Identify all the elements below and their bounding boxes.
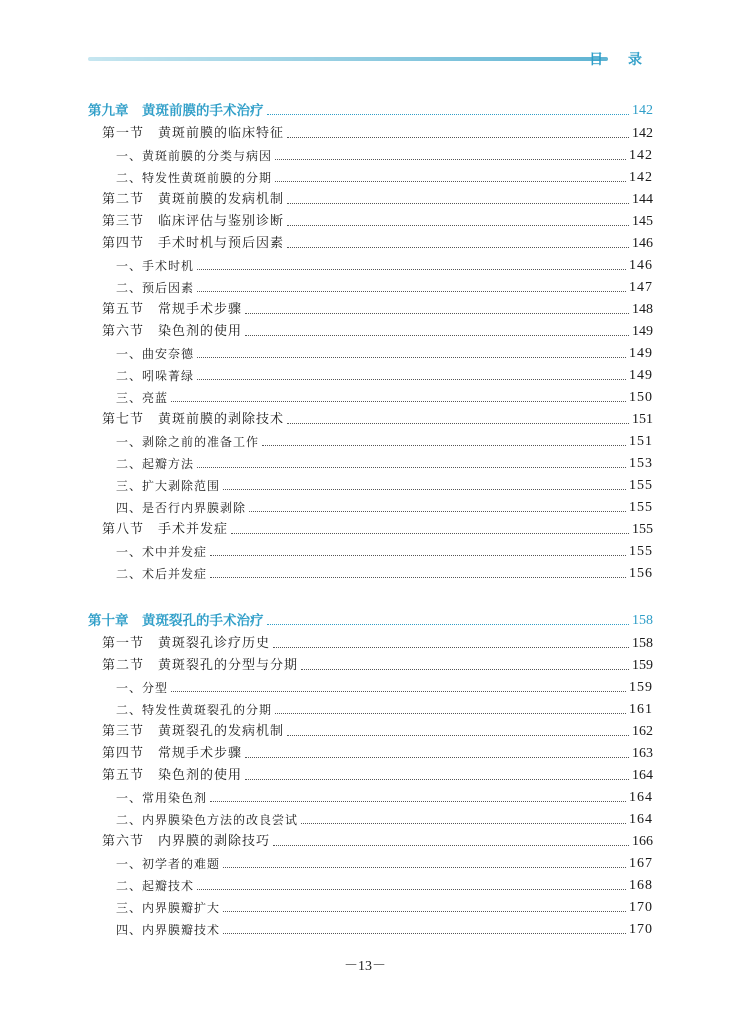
- toc-subsection[interactable]: [88, 384, 653, 406]
- dot-leader: [301, 823, 626, 824]
- toc-entry-page: 148: [632, 302, 653, 317]
- toc-entry-label: 二、术后并发症: [116, 567, 208, 581]
- toc-entry-label: 第六节 内界膜的剥除技巧: [102, 834, 271, 849]
- toc-section[interactable]: [88, 186, 653, 208]
- toc-entry-label: 第十章 黄斑裂孔的手术治疗: [88, 613, 264, 629]
- toc-entry-page: 146: [629, 258, 653, 273]
- dot-leader: [275, 181, 626, 182]
- toc-subsection[interactable]: [88, 142, 653, 164]
- toc-entry-label: 第六节 染色剂的使用: [102, 324, 243, 339]
- dot-leader: [287, 247, 629, 248]
- toc-subsection[interactable]: [88, 362, 653, 384]
- toc-entry-page: 170: [629, 900, 653, 915]
- dot-leader: [197, 889, 626, 890]
- toc-entry-page: 164: [629, 790, 653, 805]
- toc-subsection[interactable]: [88, 252, 653, 274]
- toc-entry-label: 二、特发性黄斑前膜的分期: [116, 171, 273, 185]
- toc-entry-label: 第四节 常规手术步骤: [102, 746, 243, 761]
- toc-section[interactable]: [88, 406, 653, 428]
- toc-entry-label: 一、分型: [116, 681, 169, 695]
- dot-leader: [287, 423, 629, 424]
- toc-entry-page: 161: [629, 702, 653, 717]
- dot-leader: [301, 669, 629, 670]
- toc-entry-label: 第一节 黄斑前膜的临床特征: [102, 126, 285, 141]
- toc-entry-label: 二、内界膜染色方法的改良尝试: [116, 813, 299, 827]
- dot-leader: [223, 489, 626, 490]
- toc-entry-page: 153: [629, 456, 653, 471]
- toc-entry-page: 145: [632, 214, 653, 229]
- toc-subsection[interactable]: [88, 538, 653, 560]
- dot-leader: [171, 691, 626, 692]
- toc-entry-label: 一、术中并发症: [116, 545, 208, 559]
- toc-entry-page: 156: [629, 566, 653, 581]
- toc-subsection[interactable]: [88, 164, 653, 186]
- toc-entry-page: 146: [632, 236, 653, 251]
- dot-leader: [267, 114, 630, 115]
- toc-subsection[interactable]: [88, 784, 653, 806]
- toc-entry-page: 155: [629, 478, 653, 493]
- toc-entry-page: 163: [632, 746, 653, 761]
- toc-subsection[interactable]: [88, 560, 653, 582]
- dot-leader: [171, 401, 626, 402]
- toc-entry-page: 142: [629, 170, 653, 185]
- dot-leader: [273, 647, 629, 648]
- toc-entry-page: 155: [629, 544, 653, 559]
- dot-leader: [245, 779, 629, 780]
- toc-subsection[interactable]: [88, 494, 653, 516]
- dot-leader: [267, 624, 630, 625]
- toc-entry-label: 第七节 黄斑前膜的剥除技术: [102, 412, 285, 427]
- toc-entry-label: 三、亮蓝: [116, 391, 169, 405]
- toc-entry-page: 142: [632, 103, 653, 118]
- toc-entry-page: 166: [632, 834, 653, 849]
- toc-section[interactable]: [88, 652, 653, 674]
- dot-leader: [273, 845, 629, 846]
- toc-entry-page: 142: [632, 126, 653, 141]
- dot-leader: [275, 713, 626, 714]
- toc-entry-page: 151: [629, 434, 653, 449]
- dot-leader: [231, 533, 629, 534]
- toc-subsection[interactable]: [88, 428, 653, 450]
- page-number: －13－: [344, 959, 386, 974]
- toc-entry-label: 第五节 染色剂的使用: [102, 768, 243, 783]
- dot-leader: [197, 467, 626, 468]
- toc-section[interactable]: [88, 120, 653, 142]
- toc-section[interactable]: [88, 740, 653, 762]
- toc-section[interactable]: [88, 828, 653, 850]
- toc-subsection[interactable]: [88, 916, 653, 938]
- dot-leader: [197, 379, 626, 380]
- toc-section[interactable]: [88, 516, 653, 538]
- dot-leader: [223, 911, 626, 912]
- toc-chapter[interactable]: [88, 97, 653, 119]
- toc-entry-label: 第二节 黄斑裂孔的分型与分期: [102, 658, 299, 673]
- dot-leader: [223, 933, 626, 934]
- toc-entry-label: 第九章 黄斑前膜的手术治疗: [88, 103, 264, 119]
- toc-subsection[interactable]: [88, 850, 653, 872]
- dot-leader: [210, 801, 626, 802]
- toc-entry-label: 第八节 手术并发症: [102, 522, 229, 537]
- toc-entry-page: 164: [632, 768, 653, 783]
- toc-entry-page: 150: [629, 390, 653, 405]
- header-title: 目 录: [589, 52, 652, 68]
- toc-entry-label: 第一节 黄斑裂孔诊疗历史: [102, 636, 271, 651]
- toc-entry-label: 三、内界膜瓣扩大: [116, 901, 221, 915]
- toc-entry-label: 二、起瓣技术: [116, 879, 195, 893]
- dot-leader: [249, 511, 626, 512]
- toc-subsection[interactable]: [88, 450, 653, 472]
- toc-entry-label: 三、扩大剥除范围: [116, 479, 221, 493]
- header-rule: [88, 57, 608, 61]
- toc-entry-page: 159: [632, 658, 653, 673]
- toc-subsection[interactable]: [88, 806, 653, 828]
- toc-entry-label: 一、手术时机: [116, 259, 195, 273]
- dot-leader: [197, 269, 626, 270]
- toc-entry-page: 170: [629, 922, 653, 937]
- toc-subsection[interactable]: [88, 472, 653, 494]
- toc-entry-label: 一、曲安奈德: [116, 347, 195, 361]
- toc-entry-page: 164: [629, 812, 653, 827]
- toc-entry-label: 第四节 手术时机与预后因素: [102, 236, 285, 251]
- toc-chapter[interactable]: [88, 607, 653, 629]
- toc-section[interactable]: [88, 208, 653, 230]
- toc-entry-label: 二、吲哚菁绿: [116, 369, 195, 383]
- dot-leader: [210, 555, 626, 556]
- toc-entry-label: 第三节 临床评估与鉴别诊断: [102, 214, 285, 229]
- toc-section[interactable]: [88, 762, 653, 784]
- toc-entry-page: 155: [629, 500, 653, 515]
- dot-leader: [245, 335, 629, 336]
- toc-entry-page: 149: [629, 368, 653, 383]
- toc-entry-page: 149: [632, 324, 653, 339]
- toc-entry-label: 第三节 黄斑裂孔的发病机制: [102, 724, 285, 739]
- toc-entry-label: 一、黄斑前膜的分类与病因: [116, 149, 273, 163]
- toc-entry-page: 144: [632, 192, 653, 207]
- toc-subsection[interactable]: [88, 872, 653, 894]
- toc-subsection[interactable]: [88, 674, 653, 696]
- toc-entry-label: 二、特发性黄斑裂孔的分期: [116, 703, 273, 717]
- dot-leader: [287, 203, 629, 204]
- toc-section[interactable]: [88, 630, 653, 652]
- toc-entry-label: 第二节 黄斑前膜的发病机制: [102, 192, 285, 207]
- toc-entry-page: 147: [629, 280, 653, 295]
- toc-subsection[interactable]: [88, 894, 653, 916]
- toc-section[interactable]: [88, 230, 653, 252]
- toc-entry-label: 四、是否行内界膜剥除: [116, 501, 247, 515]
- dot-leader: [287, 225, 629, 226]
- toc-entry-label: 一、剥除之前的准备工作: [116, 435, 260, 449]
- toc-entry-page: 162: [632, 724, 653, 739]
- toc-entry-page: 155: [632, 522, 653, 537]
- toc-entry-page: 142: [629, 148, 653, 163]
- toc-subsection[interactable]: [88, 274, 653, 296]
- dot-leader: [197, 357, 626, 358]
- toc-entry-label: 二、预后因素: [116, 281, 195, 295]
- dot-leader: [197, 291, 626, 292]
- dot-leader: [287, 137, 629, 138]
- toc-entry-label: 第五节 常规手术步骤: [102, 302, 243, 317]
- toc-entry-page: 149: [629, 346, 653, 361]
- toc-entry-label: 二、起瓣方法: [116, 457, 195, 471]
- toc-subsection[interactable]: [88, 340, 653, 362]
- dot-leader: [210, 577, 626, 578]
- dot-leader: [245, 313, 629, 314]
- toc-entry-label: 一、初学者的难题: [116, 857, 221, 871]
- dot-leader: [262, 445, 626, 446]
- toc-section[interactable]: [88, 718, 653, 740]
- toc-section[interactable]: [88, 318, 653, 340]
- toc-entry-page: 167: [629, 856, 653, 871]
- toc-entry-label: 一、常用染色剂: [116, 791, 208, 805]
- dot-leader: [223, 867, 626, 868]
- toc-subsection[interactable]: [88, 696, 653, 718]
- toc-entry-label: 四、内界膜瓣技术: [116, 923, 221, 937]
- toc-entry-page: 159: [629, 680, 653, 695]
- toc-entry-page: 158: [632, 613, 653, 628]
- dot-leader: [275, 159, 626, 160]
- dot-leader: [287, 735, 629, 736]
- toc-entry-page: 168: [629, 878, 653, 893]
- toc-entry-page: 151: [632, 412, 653, 427]
- dot-leader: [245, 757, 629, 758]
- toc-entry-page: 158: [632, 636, 653, 651]
- toc-section[interactable]: [88, 296, 653, 318]
